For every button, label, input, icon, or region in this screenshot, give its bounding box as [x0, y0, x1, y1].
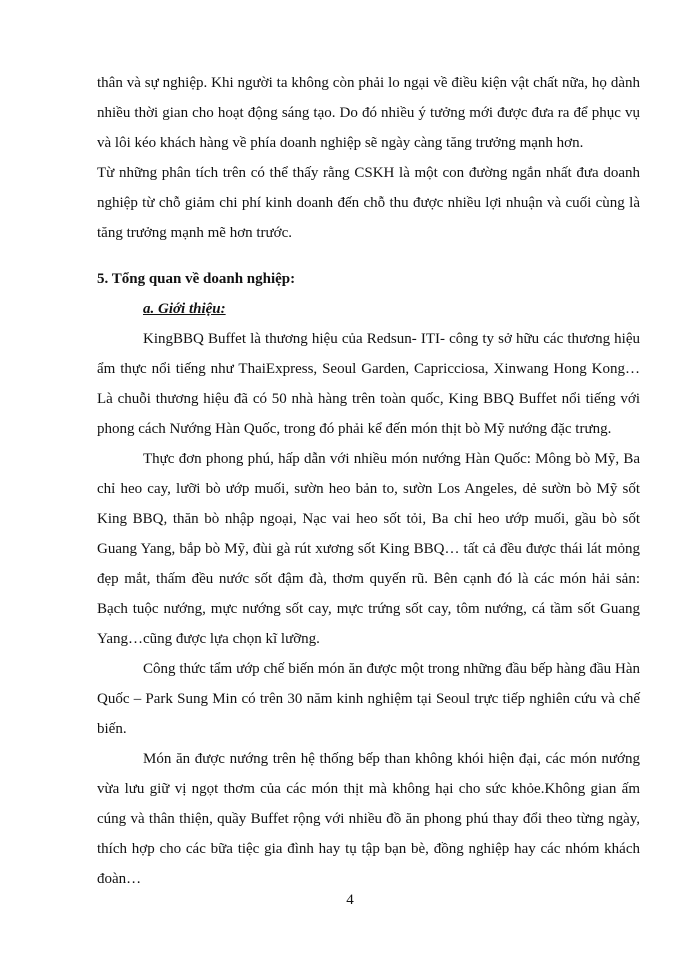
subsection-heading: a. Giới thiệu:	[143, 301, 226, 317]
paragraph-conclusion: Từ những phân tích trên có thể thấy rằng CSKH là một con đường ngắn nhất đưa doanh nghiệp từ chỗ giảm chi phí kinh doanh đến chỗ thu được nhiều lợi nhuận và cuối cùng là tăng trưởng mạnh mẽ hơn trước.	[97, 165, 640, 241]
section-heading: 5. Tổng quan về doanh nghiệp:	[97, 271, 296, 287]
paragraph-continuation: thân và sự nghiệp. Khi người ta không còn phải lo ngại về điều kiện vật chất nữa, họ dành nhiều thời gian cho hoạt động sáng tạo. Do đó nhiều ý tưởng mới được đưa ra để phục vụ và lôi kéo khách hàng về phía doanh nghiệp sẽ ngày càng tăng trưởng mạnh hơn.	[97, 75, 640, 151]
paragraph-intro-chef: Công thức tẩm ướp chế biến món ăn được một trong những đầu bếp hàng đầu Hàn Quốc – Park Sung Min có trên 30 năm kinh nghiệm tại Seoul trực tiếp nghiên cứu và chế biến.	[97, 661, 640, 737]
paragraph-intro-space: Món ăn được nướng trên hệ thống bếp than không khói hiện đại, các món nướng vừa lưu giữ vị ngọt thơm của các món thịt mà không hại cho sức khỏe.Không gian ấm cúng và thân thiện, quầy Buffet rộng với nhiều đồ ăn phong phú thay đổi theo từng ngày, thích hợp cho các bữa tiệc gia đình hay tụ tập bạn bè, đồng nghiệp hay các nhóm khách đoàn…	[97, 751, 640, 887]
paragraph-intro-menu: Thực đơn phong phú, hấp dẫn với nhiều món nướng Hàn Quốc: Mông bò Mỹ, Ba chỉ heo cay, lưỡi bò ướp muối, sườn heo bản to, sườn Los Angeles, dẻ sườn bò Mỹ sốt King BBQ, thăn bò nhập ngoại, Nạc vai heo sốt tỏi, Ba chỉ heo ướp muối, gầu bò sốt Guang Yang, bắp bò Mỹ, đùi gà rút xương sốt King BBQ… tất cả đều được thái lát mỏng đẹp mắt, thấm đều nước sốt đậm đà, thơm quyến rũ. Bên cạnh đó là các món hải sản: Bạch tuộc nướng, mực nướng sốt cay, mực trứng sốt cay, tôm nướng, cá tầm sốt Guang Yang…cũng được lựa chọn kĩ lưỡng.	[97, 451, 640, 647]
paragraph-intro-brand: KingBBQ Buffet là thương hiệu của Redsun- ITI- công ty sở hữu các thương hiệu ẩm thực nổi tiếng như ThaiExpress, Seoul Garden, Capricciosa, Xinwang Hong Kong… Là chuỗi thương hiệu đã có 50 nhà hàng trên toàn quốc, King BBQ Buffet nổi tiếng với phong cách Nướng Hàn Quốc, trong đó phải kể đến món thịt bò Mỹ nướng đặc trưng.	[97, 331, 640, 437]
page-number: 4	[346, 892, 354, 908]
